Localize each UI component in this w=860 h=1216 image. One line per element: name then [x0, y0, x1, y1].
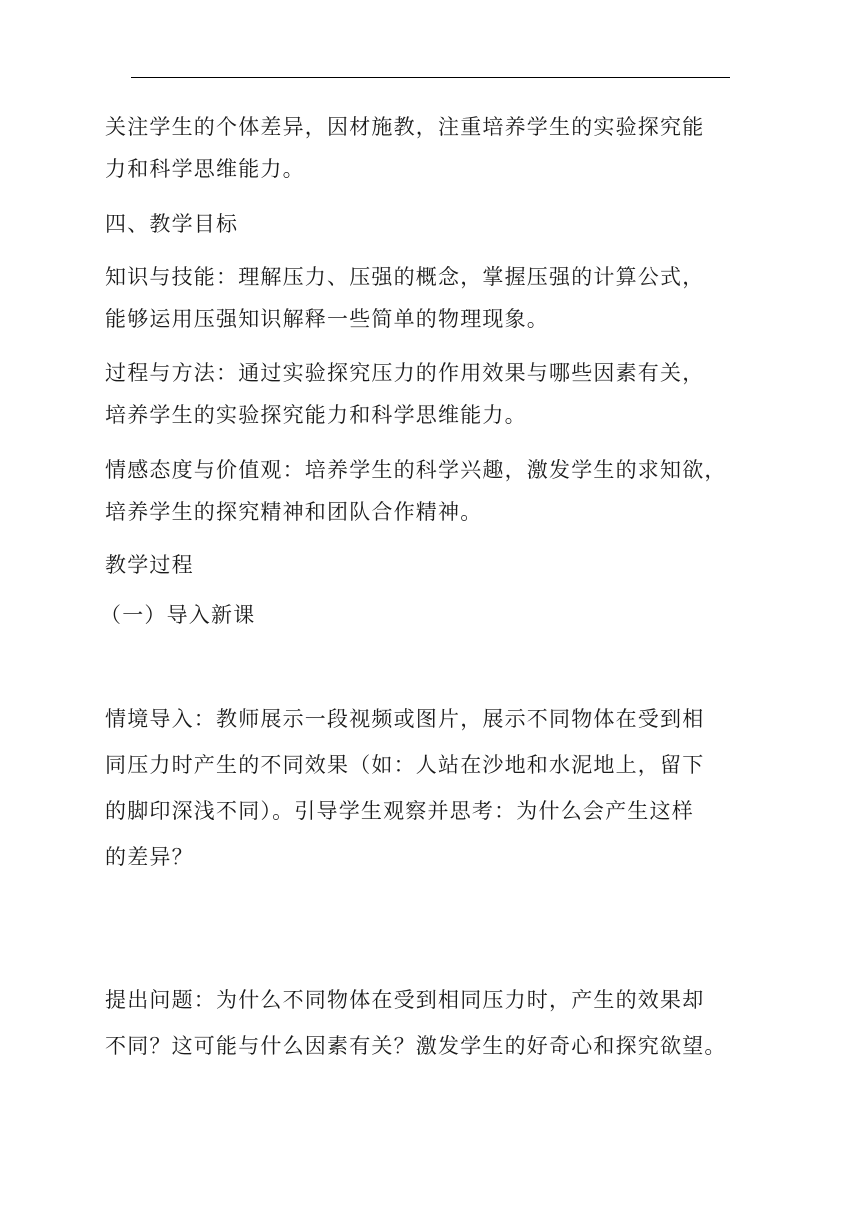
heading-text: 教学过程	[105, 553, 194, 577]
text-line: 培养学生的实验探究能力和科学思维能力。	[105, 403, 527, 427]
text-line: 能够运用压强知识解释一些简单的物理现象。	[105, 307, 549, 331]
raise-question-paragraph	[105, 977, 755, 1069]
section-heading-teaching-process	[105, 544, 755, 586]
text-line: 情感态度与价值观：培养学生的科学兴趣，激发学生的求知欲，	[105, 458, 727, 482]
emotion-values-paragraph	[105, 449, 755, 533]
subsection-heading-introduction	[100, 594, 750, 636]
text-line: 提出问题：为什么不同物体在受到相同压力时，产生的效果却	[105, 988, 705, 1012]
situation-intro-paragraph	[105, 696, 755, 880]
heading-text: （一）导入新课	[100, 603, 256, 627]
section-heading-teaching-objectives	[105, 203, 755, 245]
knowledge-skills-paragraph	[105, 256, 755, 340]
text-line: 关注学生的个体差异，因材施教，注重培养学生的实验探究能	[105, 115, 705, 139]
text-line: 同压力时产生的不同效果（如：人站在沙地和水泥地上，留下	[105, 753, 705, 777]
text-line: 知识与技能：理解压力、压强的概念，掌握压强的计算公式，	[105, 265, 705, 289]
text-line: 的差异？	[105, 845, 194, 869]
text-line: 培养学生的探究精神和团队合作精神。	[105, 500, 483, 524]
heading-text: 四、教学目标	[105, 212, 239, 236]
process-methods-paragraph	[105, 352, 755, 436]
text-line: 力和科学思维能力。	[105, 157, 305, 181]
text-line: 过程与方法：通过实验探究压力的作用效果与哪些因素有关，	[105, 361, 705, 385]
intro-continuation-paragraph	[105, 106, 755, 190]
text-line: 的脚印深浅不同）。引导学生观察并思考：为什么会产生这样	[105, 799, 694, 823]
text-line: 情境导入：教师展示一段视频或图片，展示不同物体在受到相	[105, 707, 705, 731]
header-rule	[131, 77, 730, 78]
text-line: 不同？这可能与什么因素有关？激发学生的好奇心和探究欲望。	[105, 1034, 727, 1058]
